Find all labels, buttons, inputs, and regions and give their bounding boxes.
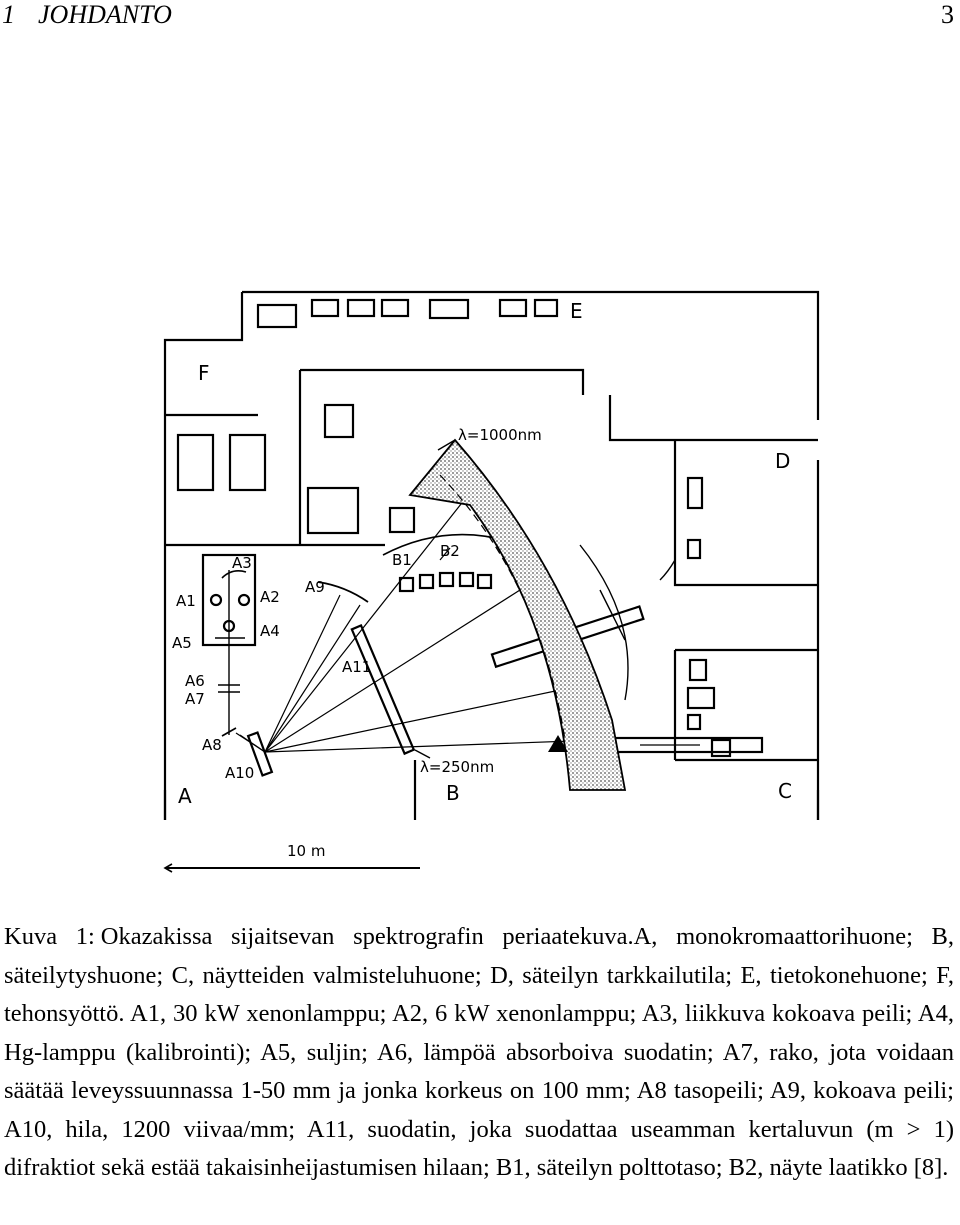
label-a4: A4 <box>260 622 280 640</box>
diffracted-beam-band <box>410 440 625 790</box>
label-a7: A7 <box>185 690 205 708</box>
equipment-box <box>325 405 353 437</box>
equipment-box <box>430 300 468 318</box>
wall-top <box>242 292 818 420</box>
section-title: JOHDANTO <box>38 0 172 29</box>
label-a10: A10 <box>225 764 255 782</box>
equipment-box <box>688 688 714 708</box>
b2-sample-box <box>440 573 453 586</box>
equipment-box <box>690 660 706 680</box>
equipment-box <box>390 508 414 532</box>
equipment-box <box>312 300 338 316</box>
room-label-f: F <box>198 361 210 385</box>
room-label-e: E <box>570 299 583 323</box>
label-wavelength-top: λ=1000nm <box>458 426 542 444</box>
room-label-c: C <box>778 779 792 803</box>
label-a6: A6 <box>185 672 205 690</box>
d-pointer <box>660 560 675 580</box>
a1-lamp <box>211 595 221 605</box>
leader-line <box>415 750 430 758</box>
running-header <box>0 0 960 32</box>
a9-mirror <box>318 582 368 602</box>
equipment-box <box>348 300 374 316</box>
scale-bar-label: 10 m <box>287 842 326 860</box>
equipment-box <box>230 435 265 490</box>
equipment-box <box>688 715 700 729</box>
b2-sample-box <box>478 575 491 588</box>
caption-text: Okazakissa sijaitsevan spektrografin periaatekuva.A, monokromaattorihuone; B, säteilytyshuone; C, näytteiden valmisteluhuone; D, säteilyn tarkkailutila; E, tietokonehuone; F, tehonsyöttö. A1, 30 kW xenonlamppu; A2, 6 kW xenonlamppu; A3, liikkuva kokoava peili; A4, Hg-lamppu (kalibrointi); A5, suljin; A6, lämpöä absorboiva suodatin; A7, rako, jota voidaan säätää leveyssuunnassa 1-50 mm ja jonka korkeus on 100 mm; A8 tasopeili; A9, kokoava peili; A10, hila, 1200 viivaa/mm; A11, suodatin, joka suodattaa useamman kertaluvun (m > 1) difraktiot sekä estää takaisinheijastumisen hilaan; B1, säteilyn polttotaso; B2, näyte laatikko [8]. <box>4 923 954 1181</box>
label-a3: A3 <box>232 554 252 572</box>
label-a1: A1 <box>176 592 196 610</box>
label-b2: B2 <box>440 542 460 560</box>
equipment-box <box>178 435 213 490</box>
room-label-a: A <box>178 784 192 808</box>
equipment-box <box>712 740 730 756</box>
label-wavelength-bottom: λ=250nm <box>420 758 495 776</box>
label-a8: A8 <box>202 736 222 754</box>
equipment-box <box>500 300 526 316</box>
section-number: 1 <box>2 0 15 29</box>
label-a2: A2 <box>260 588 280 606</box>
room-d-wall <box>675 440 818 585</box>
label-a5: A5 <box>172 634 192 652</box>
spectrograph-floor-plan <box>140 280 830 880</box>
b2-sample-box <box>420 575 433 588</box>
room-e-wall-2 <box>610 395 818 440</box>
b2-sample-box <box>400 578 413 591</box>
room-e-wall <box>300 370 583 395</box>
equipment-box <box>688 478 702 508</box>
equipment-box <box>308 488 358 533</box>
equipment-box <box>688 540 700 558</box>
label-a11: A11 <box>342 658 372 676</box>
page-number: 3 <box>941 0 954 29</box>
label-b1: B1 <box>392 551 412 569</box>
a2-lamp <box>239 595 249 605</box>
b2-sample-box <box>460 573 473 586</box>
equipment-box <box>535 300 557 316</box>
caption-label: Kuva 1: <box>4 923 95 950</box>
room-label-d: D <box>775 449 791 473</box>
equipment-box <box>258 305 296 327</box>
label-a9: A9 <box>305 578 325 596</box>
a11-filter <box>352 625 414 753</box>
figure-caption <box>4 918 954 1188</box>
equipment-box <box>382 300 408 316</box>
room-label-b: B <box>446 781 460 805</box>
